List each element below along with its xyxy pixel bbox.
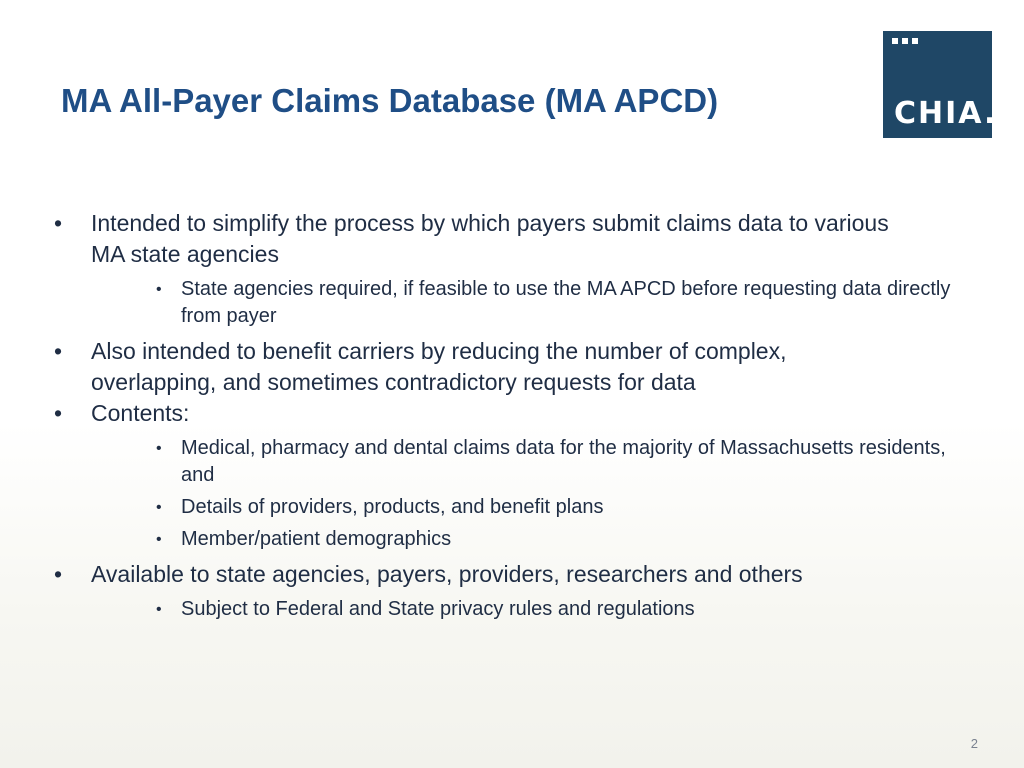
bullet-item xyxy=(0,398,901,429)
bullet-text: Available to state agencies, payers, providers, researchers and others xyxy=(91,561,803,587)
sub-bullet-text: State agencies required, if feasible to use the MA APCD before requesting data directly from payer xyxy=(181,278,951,327)
sub-bullet-text: Subject to Federal and State privacy rules and regulations xyxy=(181,598,695,620)
sub-bullet-text: Member/patient demographics xyxy=(181,528,452,550)
sub-bullet-marker: • xyxy=(156,281,162,298)
sub-bullet-item xyxy=(0,494,951,521)
logo-dots-icon xyxy=(892,38,918,44)
sub-bullet-item xyxy=(0,596,951,623)
slide-title: MA All-Payer Claims Database (MA APCD) xyxy=(61,82,719,119)
bullet-marker: • xyxy=(54,561,63,587)
chia-logo xyxy=(883,31,998,138)
page-number: 2 xyxy=(970,736,978,751)
sub-bullet-text: Details of providers, products, and benefit plans xyxy=(181,496,604,518)
bullet-marker: • xyxy=(54,400,63,426)
logo-text: CHIA. xyxy=(894,96,998,131)
sub-bullet-marker: • xyxy=(156,440,162,457)
bullet-marker: • xyxy=(54,338,63,364)
sub-bullet-item xyxy=(0,526,951,553)
sub-bullet-item xyxy=(0,435,951,489)
sub-bullet-item xyxy=(0,276,951,330)
bullet-text: Intended to simplify the process by which payers submit claims data to various MA state agencies xyxy=(91,210,889,267)
sub-bullet-marker: • xyxy=(156,499,162,516)
bullet-list xyxy=(0,208,1000,623)
bullet-marker: • xyxy=(54,210,63,236)
bullet-text: Also intended to benefit carriers by reducing the number of complex, overlapping, and sometimes contradictory requests for data xyxy=(91,338,787,395)
bullet-item xyxy=(0,336,901,398)
sub-bullet-text: Medical, pharmacy and dental claims data for the majority of Massachusetts residents, and xyxy=(181,437,946,486)
sub-bullet-marker: • xyxy=(156,531,162,548)
bullet-text: Contents: xyxy=(91,400,190,426)
bullet-item xyxy=(0,559,901,590)
sub-bullet-marker: • xyxy=(156,601,162,618)
bullet-item xyxy=(0,208,901,270)
